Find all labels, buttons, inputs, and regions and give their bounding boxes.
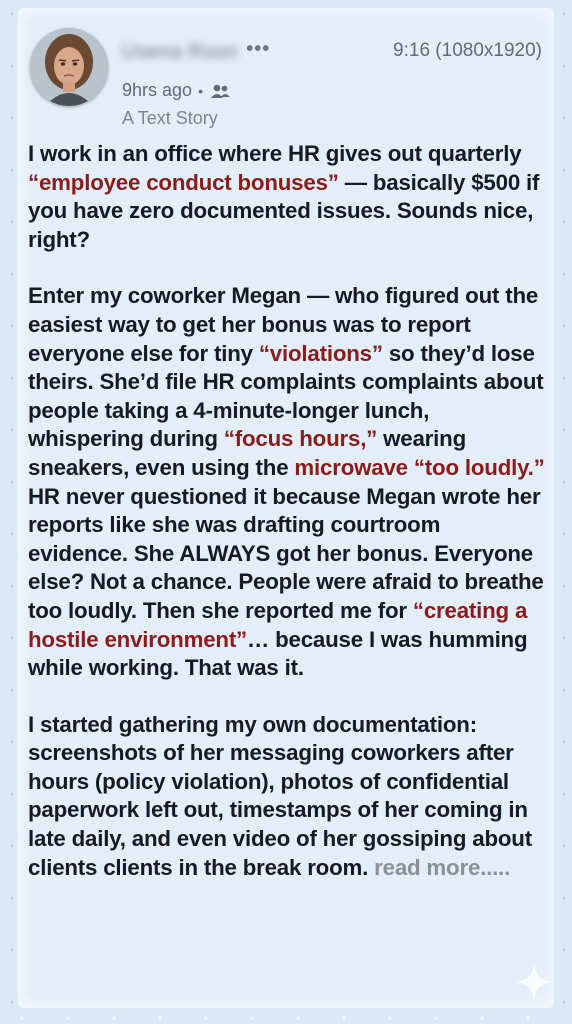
screen-info-label: 9:16 (1080x1920): [393, 40, 542, 61]
story-paragraph: [28, 282, 546, 682]
story-paragraph: [28, 140, 546, 254]
story-text-span: I started gathering my own documentation: screenshots of her messaging coworkers after hours (policy violation), photos of confidential paperwork left out, timestamps of her coming in late daily, and even video of her gossiping about clients clients in the break room.: [28, 711, 532, 880]
story-text-span: … because I was humming while working. That was it.: [28, 626, 528, 681]
friends-icon[interactable]: [209, 83, 231, 99]
meta-separator: •: [198, 82, 203, 99]
highlight-text: “violations”: [258, 340, 383, 366]
author-avatar[interactable]: [30, 28, 108, 106]
highlight-text: “employee conduct bonuses”: [28, 169, 339, 195]
post-time: 9hrs ago: [122, 80, 193, 100]
author-name[interactable]: Usena Roon: [122, 40, 239, 63]
story-text-span: so they’d lose theirs. She’d file HR complaints complaints about people taking a 4-minute-longer lunch, whispering during: [28, 340, 544, 452]
post-meta: [122, 80, 231, 101]
highlight-text: microwave “too loudly.”: [294, 454, 545, 480]
read-more-link[interactable]: read more.....: [374, 854, 511, 880]
story-text-span: HR never questioned it because Megan wrote her reports like she was drafting courtroom evidence. She ALWAYS got her bonus. Everyone else? Not a chance. People were afraid to breathe too loudly. Then she reported me for: [28, 483, 544, 623]
story-text-span: Enter my coworker Megan — who figured out the easiest way to get her bonus was to report everyone else for tiny: [28, 283, 539, 366]
highlight-text: “creating a hostile environment”: [28, 597, 528, 652]
post-header: [28, 22, 544, 132]
sparkle-icon: [514, 962, 554, 1002]
post-card: [18, 8, 554, 1008]
avatar-image: [30, 28, 108, 106]
story-text-span: wearing sneakers, even using the: [28, 426, 466, 480]
story-paragraph: [28, 711, 546, 883]
story-text-span: — basically $500 if you have zero documented issues. Sounds nice, right?: [28, 169, 540, 252]
post-subtitle: A Text Story: [122, 108, 218, 128]
highlight-text: “focus hours,”: [223, 426, 378, 452]
story-text-span: I work in an office where HR gives out quarterly: [28, 141, 522, 166]
author-name-row: [122, 38, 270, 66]
more-dots-icon[interactable]: •••: [246, 37, 271, 60]
story-text: [28, 140, 546, 910]
